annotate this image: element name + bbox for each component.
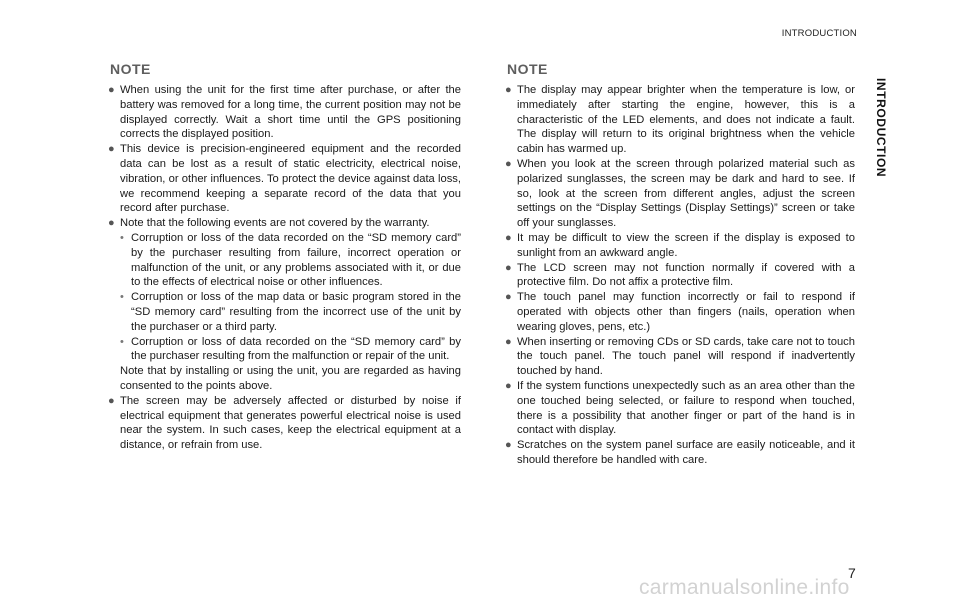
left-note-title: NOTE	[110, 61, 151, 77]
sub-item	[120, 290, 461, 334]
note-text: This device is precision-engineered equipment and the recorded data can be lost as a result of static electricity, electrical noise, vibration, or other influences. To protect the device against data loss, we recommend keeping a separate record of the data that you record after purchase.	[120, 143, 461, 215]
bullet-icon: ●	[505, 231, 512, 244]
bullet-icon: ●	[505, 335, 512, 348]
bullet-icon: ●	[108, 84, 115, 96]
bullet-icon: ●	[505, 157, 512, 170]
bullet-icon: ●	[505, 261, 512, 274]
sub-item	[120, 335, 461, 365]
note-text: When using the unit for the first time after purchase, or after the battery was removed for a long time, the current position may not be displayed correctly. Wait a short time until the GPS positioning corrects the displayed position.	[120, 84, 461, 141]
sub-bullet-icon: •	[120, 291, 124, 304]
note-text: Note that the following events are not covered by the warranty.	[120, 217, 430, 230]
watermark: carmanualsonline.info	[639, 576, 850, 599]
note-item	[505, 290, 855, 334]
right-note-title: NOTE	[507, 61, 548, 77]
note-item	[505, 231, 855, 261]
bullet-icon: ●	[505, 379, 512, 392]
note-text: The touch panel may function incorrectly or fail to respond if operated with objects other than fingers (nails, operation when wearing gloves, pens, etc.)	[517, 291, 855, 333]
sub-bullet-icon: •	[120, 231, 124, 244]
sub-item-text: Corruption or loss of the map data or basic program stored in the “SD memory card” resulting from the incorrect use of the unit by the purchaser or a third party.	[131, 291, 461, 333]
note-item	[108, 216, 461, 394]
bullet-icon: ●	[108, 217, 115, 230]
sub-bullet-icon: •	[120, 335, 124, 348]
left-column	[108, 61, 461, 453]
note-item	[505, 261, 855, 291]
note-text: The LCD screen may not function normally if covered with a protective film. Do not affix a protective film.	[517, 261, 855, 289]
right-note-list	[505, 83, 855, 468]
sub-item-text: Corruption or loss of the data recorded on the “SD memory card” by the purchaser resulting from failure, incorrect operation or malfunction of the unit, or any problems associated with it, or due to the effects of electrical noise or other influences.	[131, 231, 461, 289]
bullet-icon: ●	[108, 394, 115, 407]
note-text: When you look at the screen through polarized material such as polarized sunglasses, the screen may be dark and hard to see. If so, look at the screen from different angles, adjust the screen settings on the “Display Settings (Display Settings)” screen or take off your sunglasses.	[517, 157, 855, 230]
note-item	[108, 83, 461, 142]
note-item	[108, 394, 461, 453]
note-paragraph: Note that by installing or using the unit, you are regarded as having consented to the points above.	[120, 365, 461, 392]
bullet-icon: ●	[505, 291, 512, 304]
note-text: The screen may be adversely affected or disturbed by noise if electrical equipment that generates powerful electrical noise is used near the system. In such cases, keep the electrical equipment at a distance, or refrain from use.	[120, 394, 461, 452]
section-header: INTRODUCTION	[781, 28, 857, 39]
page-number: 7	[848, 565, 856, 581]
right-column	[505, 61, 855, 468]
note-item	[505, 335, 855, 379]
note-text: If the system functions unexpectedly such as an area other than the one touched being selected, or failure to respond when touched, there is a possibility that another finger or part of the hand is in contact with display.	[517, 379, 855, 437]
sub-item	[120, 231, 461, 290]
note-item	[108, 142, 461, 216]
note-item	[505, 83, 855, 157]
side-section-tab	[866, 78, 890, 188]
note-text: The display may appear brighter when the temperature is low, or immediately after starting the engine, however, this is a characteristic of the LED elements, and does not indicate a fault. The display will return to its original brightness when the vehicle cabin has warmed up.	[517, 84, 855, 156]
note-item	[505, 379, 855, 438]
note-text: It may be difficult to view the screen if the display is exposed to sunlight from an awkward angle.	[517, 231, 855, 259]
note-text: When inserting or removing CDs or SD cards, take care not to touch the touch panel. The touch panel will respond if inadvertently touched by hand.	[517, 335, 855, 378]
bullet-icon: ●	[505, 439, 512, 452]
bullet-icon: ●	[108, 143, 115, 156]
note-item	[505, 157, 855, 231]
side-tab-label: INTRODUCTION	[874, 78, 888, 178]
bullet-icon: ●	[505, 84, 512, 96]
note-text: Scratches on the system panel surface are easily noticeable, and it should therefore be handled with care.	[517, 439, 855, 466]
sub-item-text: Corruption or loss of data recorded on the “SD memory card” by the purchaser resulting from the malfunction or repair of the unit.	[131, 335, 461, 363]
note-item	[505, 438, 855, 468]
left-note-list	[108, 83, 461, 453]
sub-list	[120, 231, 461, 364]
